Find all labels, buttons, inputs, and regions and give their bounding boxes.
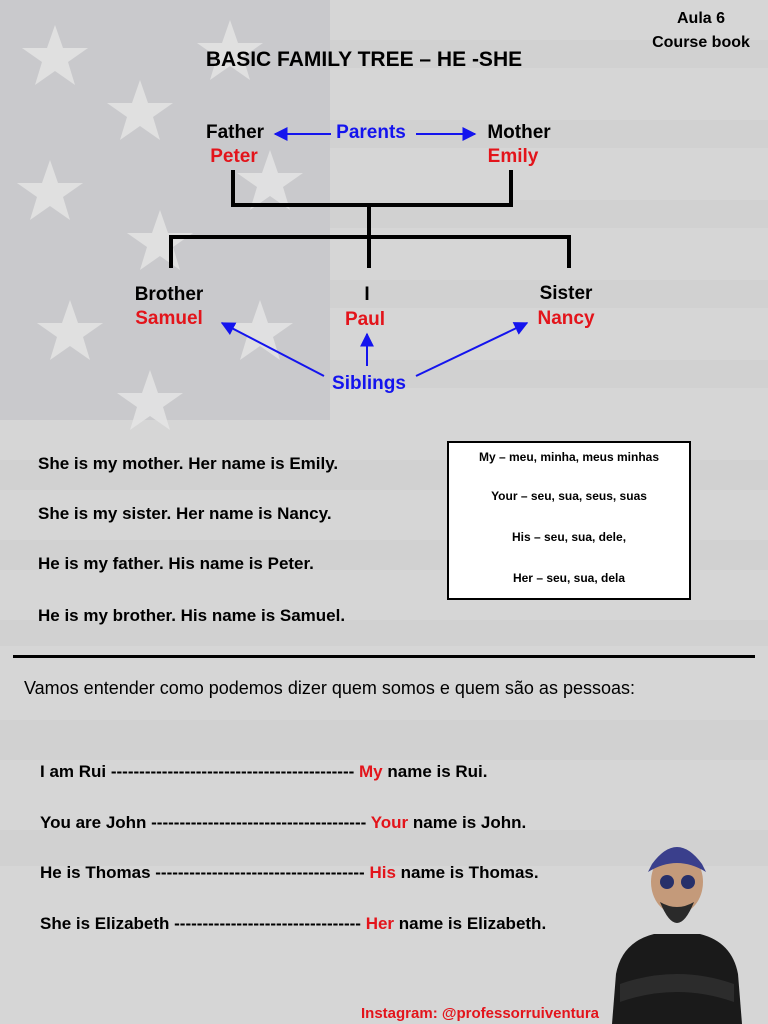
example-right: name is Thomas. (395, 863, 539, 882)
example-possessive: Her (365, 914, 395, 933)
pronoun-my: My – meu, minha, meus minhas (478, 450, 660, 464)
brother-name: Samuel (135, 308, 203, 329)
example-row (40, 762, 488, 782)
lesson-number: Aula 6 (676, 10, 726, 27)
me-name: Paul (344, 309, 386, 330)
example-left: She is Elizabeth --------------------------------- (40, 914, 361, 933)
example-left: I am Rui ------------------------------------------- (40, 762, 355, 781)
example-row (40, 863, 539, 883)
parents-label: Parents (336, 122, 406, 143)
page-title: BASIC FAMILY TREE – HE -SHE (205, 48, 523, 71)
pronoun-her: Her – seu, sua, dela (512, 571, 626, 585)
example-row (40, 813, 526, 833)
course-book-label: Course book (652, 34, 750, 51)
brother-role: Brother (134, 284, 204, 305)
mother-name: Emily (487, 146, 539, 167)
father-name: Peter (210, 146, 258, 167)
intro-text: Vamos entender como podemos dizer quem somos e quem são as pessoas: (24, 678, 635, 698)
sentence-mother: She is my mother. Her name is Emily. (38, 454, 339, 473)
instagram-handle[interactable]: Instagram: @professorruiventura (361, 1005, 600, 1022)
example-right: name is John. (408, 813, 527, 832)
sentence-father: He is my father. His name is Peter. (38, 554, 314, 573)
sentence-brother: He is my brother. His name is Samuel. (38, 606, 346, 625)
example-possessive: His (369, 863, 396, 882)
example-possessive: Your (370, 813, 409, 832)
example-possessive: My (359, 762, 383, 781)
example-left: He is Thomas ------------------------------------- (40, 863, 365, 882)
siblings-label: Siblings (332, 373, 406, 394)
mother-role: Mother (487, 122, 551, 143)
pronoun-your: Your – seu, sua, seus, suas (491, 489, 647, 503)
possessive-pronoun-box (447, 441, 691, 600)
example-row (40, 914, 546, 934)
sister-role: Sister (539, 283, 593, 304)
teacher-photo (602, 824, 752, 1024)
example-left: You are John -------------------------------------- (40, 813, 367, 832)
section-divider (13, 655, 755, 658)
me-role: I (364, 284, 370, 305)
example-right: name is Elizabeth. (394, 914, 547, 933)
example-right: name is Rui. (382, 762, 488, 781)
sentence-sister: She is my sister. Her name is Nancy. (38, 504, 332, 523)
pronoun-his: His – seu, sua, dele, (511, 530, 627, 544)
father-role: Father (205, 122, 265, 143)
sister-name: Nancy (537, 308, 595, 329)
